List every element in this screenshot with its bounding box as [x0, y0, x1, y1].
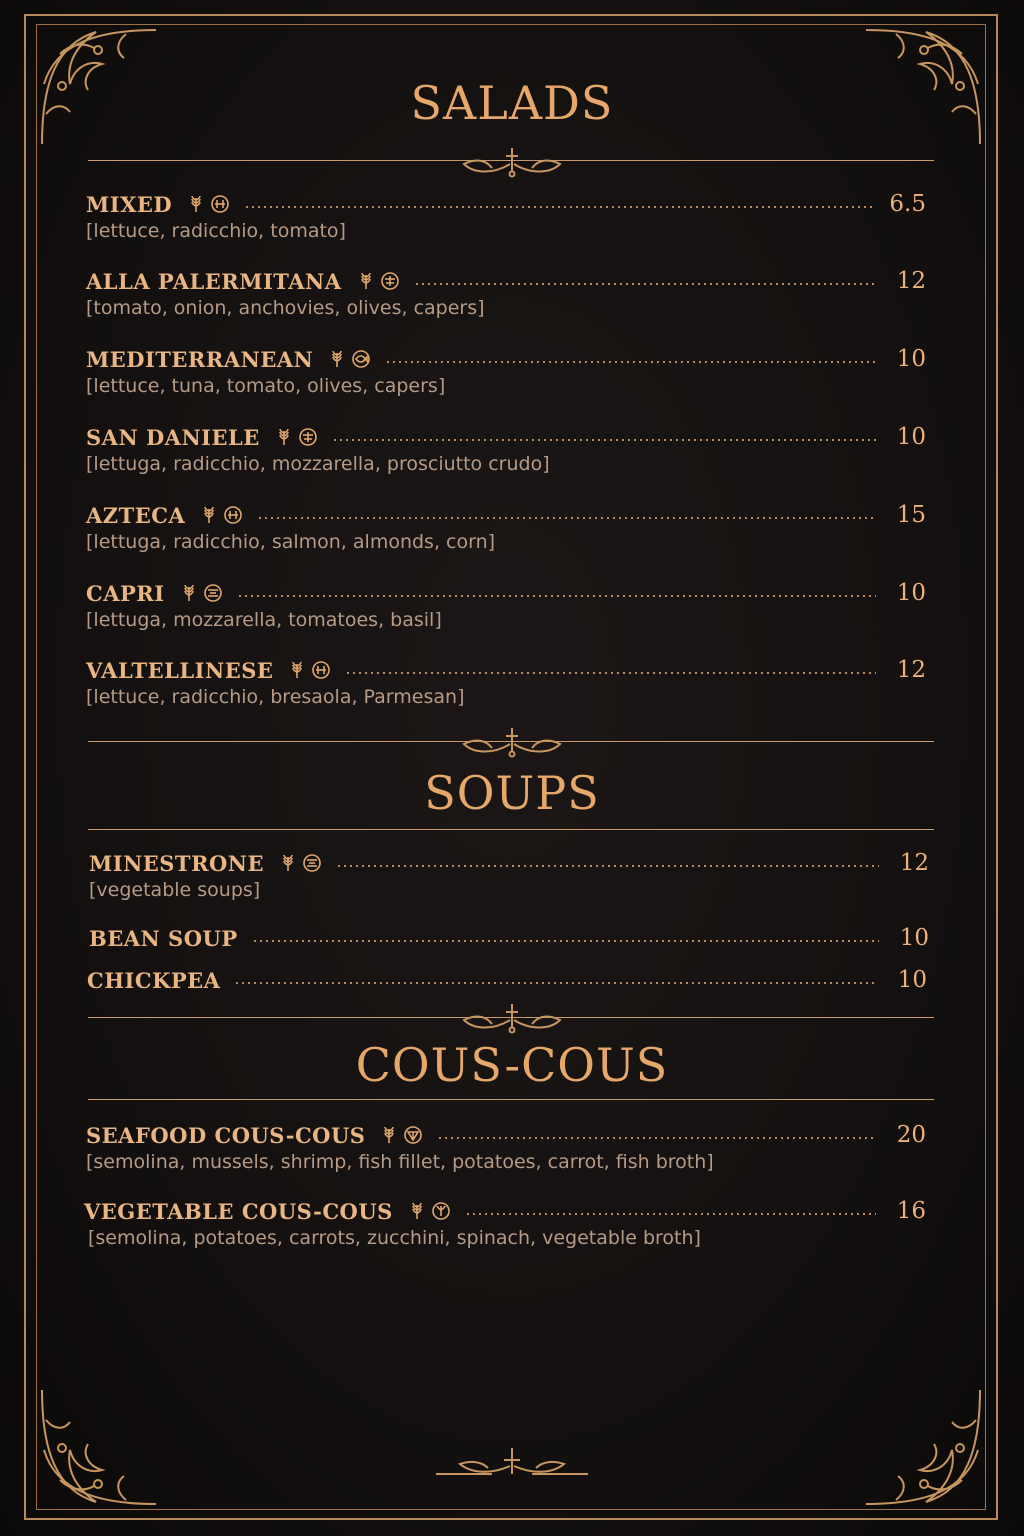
list-item: [86, 267, 926, 319]
item-price: 12: [896, 268, 926, 294]
list-item: [84, 1197, 926, 1249]
dish-icon: [311, 660, 331, 680]
divider-flourish: [432, 146, 592, 182]
wheat-icon: [179, 583, 199, 603]
item-name: CHICKPEA: [87, 967, 221, 993]
divider-flourish: [432, 1002, 592, 1038]
dot-leader: [345, 672, 876, 674]
item-price: 10: [896, 424, 926, 450]
item-name: BEAN SOUP: [89, 925, 238, 951]
item-price: 10: [896, 580, 926, 606]
item-price: 12: [899, 850, 929, 876]
wheat-icon: [287, 660, 307, 680]
list-item: [86, 656, 926, 708]
item-name: ALLA PALERMITANA: [86, 268, 342, 294]
wheat-icon: [199, 505, 219, 525]
item-description: [lettuga, mozzarella, tomatoes, basil]: [86, 609, 442, 631]
item-name: CAPRI: [86, 580, 165, 606]
list-item: [86, 423, 926, 475]
dot-leader: [437, 1137, 876, 1139]
item-description: [semolina, mussels, shrimp, fish fillet, potatoes, carrot, fish broth]: [86, 1151, 714, 1173]
dot-leader: [244, 206, 875, 208]
list-item: [86, 1121, 926, 1173]
item-price: 15: [896, 502, 926, 528]
dot-leader: [414, 283, 876, 285]
list-item: [89, 849, 929, 901]
item-name: SEAFOOD COUS-COUS: [86, 1122, 366, 1148]
item-price: 16: [896, 1198, 926, 1224]
list-item: [89, 924, 929, 952]
list-item: [86, 345, 926, 397]
dot-leader: [336, 865, 879, 867]
item-price: 10: [897, 967, 927, 993]
list-item: [86, 190, 926, 242]
wheat-icon: [278, 853, 298, 873]
item-description: [lettuga, radicchio, mozzarella, prosciutto crudo]: [86, 453, 550, 475]
corner-ornament-bottom-right: [836, 1360, 986, 1510]
list-item: [87, 966, 927, 994]
dish-icon: [203, 583, 223, 603]
wheat-icon: [274, 427, 294, 447]
divider-flourish: [432, 726, 592, 762]
item-price: 10: [896, 346, 926, 372]
item-description: [semolina, potatoes, carrots, zucchini, spinach, vegetable broth]: [88, 1227, 701, 1249]
item-name: MIXED: [86, 191, 173, 217]
item-name: MINESTRONE: [89, 850, 265, 876]
dish-icon: [223, 505, 243, 525]
item-description: [lettuce, radicchio, tomato]: [86, 220, 346, 242]
section-title-salads: SALADS: [410, 76, 614, 130]
vegetable-icon: [431, 1201, 451, 1221]
item-description: [tomato, onion, anchovies, olives, capers]: [86, 297, 485, 319]
item-description: [lettuce, radicchio, bresaola, Parmesan]: [86, 686, 465, 708]
dish-icon: [210, 194, 230, 214]
item-name: MEDITERRANEAN: [86, 346, 314, 372]
divider: [88, 1099, 934, 1100]
dot-leader: [332, 439, 876, 441]
item-name: SAN DANIELE: [86, 424, 260, 450]
dish-icon: [298, 427, 318, 447]
wheat-icon: [327, 349, 347, 369]
item-description: [lettuce, tuna, tomato, olives, capers]: [86, 375, 446, 397]
item-description: [vegetable soups]: [89, 879, 261, 901]
shellfish-icon: [403, 1125, 423, 1145]
item-price: 20: [896, 1122, 926, 1148]
dot-leader: [252, 940, 879, 942]
dot-leader: [237, 595, 876, 597]
item-name: VEGETABLE COUS-COUS: [84, 1198, 393, 1224]
list-item: [86, 579, 926, 631]
item-price: 10: [899, 925, 929, 951]
section-title-soups: SOUPS: [424, 766, 600, 820]
dot-leader: [385, 361, 876, 363]
item-price: 12: [896, 657, 926, 683]
item-price: 6.5: [889, 191, 926, 217]
bottom-flourish: [432, 1444, 592, 1480]
list-item: [86, 501, 926, 553]
corner-ornament-bottom-left: [36, 1360, 186, 1510]
wheat-icon: [407, 1201, 427, 1221]
dot-leader: [257, 517, 876, 519]
dish-icon: [380, 271, 400, 291]
wheat-icon: [186, 194, 206, 214]
dot-leader: [465, 1213, 876, 1215]
dot-leader: [234, 982, 877, 984]
dish-icon: [302, 853, 322, 873]
item-description: [lettuga, radicchio, salmon, almonds, corn]: [86, 531, 496, 553]
fish-icon: [351, 349, 371, 369]
item-name: VALTELLINESE: [86, 657, 274, 683]
divider: [88, 829, 934, 830]
wheat-icon: [379, 1125, 399, 1145]
item-name: AZTECA: [86, 502, 186, 528]
section-title-couscous: COUS-COUS: [355, 1038, 669, 1092]
wheat-icon: [356, 271, 376, 291]
